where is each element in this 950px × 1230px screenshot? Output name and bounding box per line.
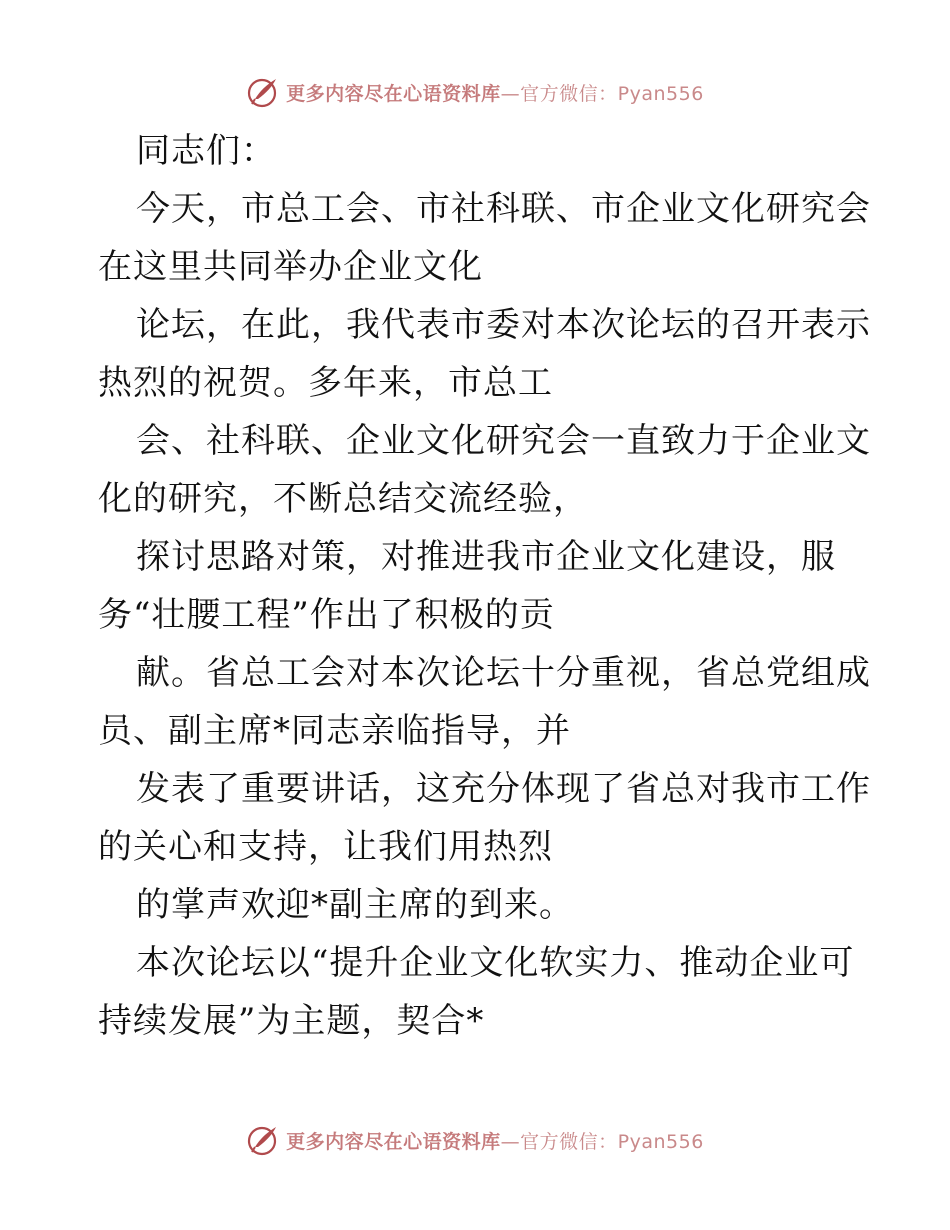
header-watermark — [0, 72, 950, 112]
text-line: 同志们： — [136, 131, 276, 171]
text-line: 献。省总工会对本次论坛十分重视，省总党组成 — [136, 653, 871, 693]
text-line: 会、社科联、企业文化研究会一直致力于企业文 — [136, 421, 871, 461]
text-line: 化的研究，不断总结交流经验， — [98, 479, 588, 519]
quill-pen-icon — [246, 1123, 280, 1157]
text-line: 发表了重要讲话，这充分体现了省总对我市工作 — [136, 769, 871, 809]
footer-watermark — [0, 1120, 950, 1160]
text-line: 论坛，在此，我代表市委对本次论坛的召开表示 — [136, 305, 871, 345]
text-line: 探讨思路对策，对推进我市企业文化建设，服 — [136, 537, 836, 577]
text-line: 本次论坛以“提升企业文化软实力、推动企业可 — [136, 943, 855, 983]
watermark-separator: — — [500, 82, 521, 105]
watermark-wechat: 官方微信：Pyan556 — [520, 82, 704, 105]
watermark-text — [286, 79, 704, 106]
text-line: 的掌声欢迎*副主席的到来。 — [136, 885, 574, 925]
text-line: 在这里共同举办企业文化 — [98, 247, 483, 287]
text-line: 今天，市总工会、市社科联、市企业文化研究会 — [136, 189, 871, 229]
text-line: 热烈的祝贺。多年来，市总工 — [98, 363, 553, 403]
text-line: 的关心和支持，让我们用热烈 — [98, 827, 553, 867]
watermark-wechat: 官方微信：Pyan556 — [520, 1130, 704, 1153]
document-body — [98, 122, 871, 1050]
watermark-brand: 更多内容尽在心语资料库 — [286, 1130, 501, 1153]
watermark-separator: — — [500, 1130, 521, 1153]
text-line: 持续发展”为主题，契合* — [98, 1001, 485, 1041]
text-line: 员、副主席*同志亲临指导，并 — [98, 711, 571, 751]
quill-pen-icon — [246, 75, 280, 109]
text-line: 务“壮腰工程”作出了积极的贡 — [98, 595, 555, 635]
watermark-brand: 更多内容尽在心语资料库 — [286, 82, 501, 105]
watermark-text — [286, 1127, 704, 1154]
